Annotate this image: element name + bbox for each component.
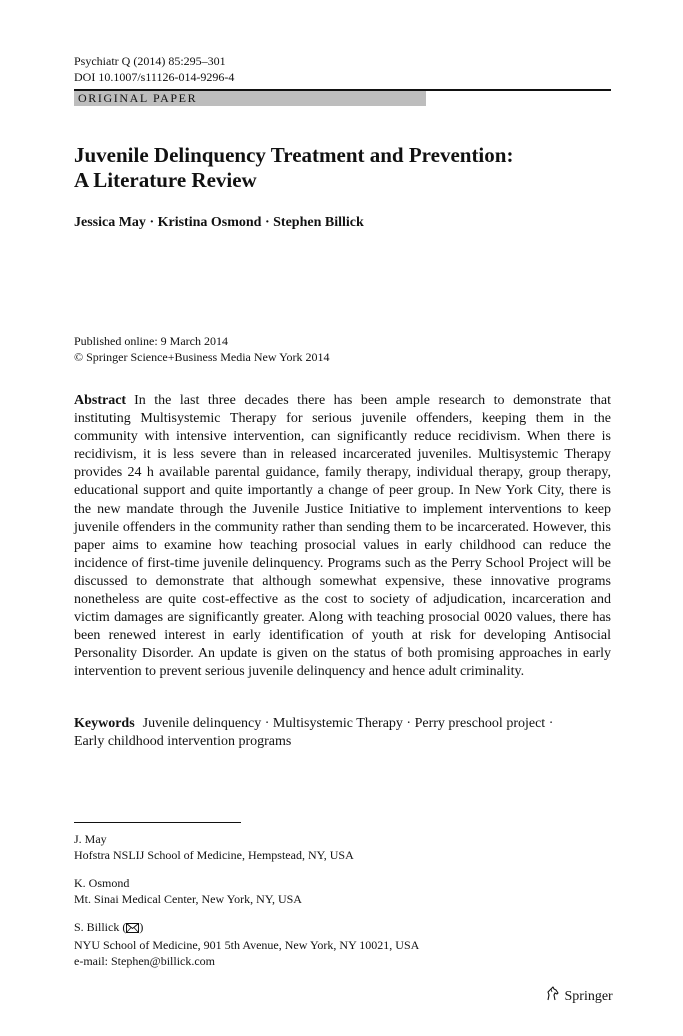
author-separator: ·: [149, 215, 155, 230]
affiliation-osmond: [74, 875, 614, 907]
author-osmond[interactable]: Kristina Osmond: [157, 215, 262, 230]
affiliation-name: K. Osmond: [74, 876, 130, 890]
keywords-text: Juvenile delinquency · Multisystemic Therapy · Perry preschool project · Early childhood intervention programs: [74, 716, 554, 749]
affiliation-name: S. Billick: [74, 920, 120, 934]
affiliation-institution: NYU School of Medicine, 901 5th Avenue, New York, NY 10021, USA: [74, 938, 420, 952]
published-date: Published online: 9 March 2014: [74, 334, 228, 348]
abstract-label: Abstract: [74, 393, 127, 408]
footnote-rule: [74, 822, 241, 823]
journal-header: [74, 53, 614, 85]
affiliation-may: [74, 831, 614, 863]
affiliation-name-row: S. Billick ( ): [74, 919, 614, 937]
springer-horse-icon: [545, 986, 561, 1008]
keywords: [74, 715, 574, 751]
author-billick[interactable]: Stephen Billick: [273, 215, 364, 230]
contact-email[interactable]: e-mail: Stephen@billick.com: [74, 954, 216, 968]
journal-citation: Psychiatr Q (2014) 85:295–301: [74, 54, 226, 68]
affiliation-institution: Hofstra NSLIJ School of Medicine, Hempstead, NY, USA: [74, 848, 354, 862]
title-line-2: A Literature Review: [74, 168, 257, 192]
keywords-label: Keywords: [74, 716, 135, 731]
affiliation-billick: [74, 919, 614, 969]
doi: DOI 10.1007/s11126-014-9296-4: [74, 70, 235, 84]
abstract-text: In the last three decades there has been ample research to demonstrate that instituting Multisystemic Therapy for serious juvenile offenders, keeping them in the community with intensive intervention, can significantly reduce recidivism. When there is recidivism, it is less severe than in released incarcerated juveniles. Multisystemic Therapy provides 24 h available parental guidance, family therapy, individual therapy, group therapy, educational support and quite importantly a change of peer group. In New York City, there is the new mandate through the Juvenile Justice Initiative to implement interventions to keep juvenile offenders in the community rather than sending them to be incarcerated. However, this paper aims to examine how teaching prosocial values in early childhood can reduce the incidence of first-time juvenile delinquency. Programs such as the Perry School Project will be discussed to demonstrate that although somewhat expensive, these innovative programs nonetheless are quite cost-effective as the cost to society of adjudication, incarceration and victim damages are significantly greater. Along with teaching prosocial 0020 values, there has been renewed interest in early identification of youth at risk for developing Antisocial Personality Disorder. An update is given on the status of both promising approaches in early intervention to prevent serious juvenile delinquency and hence adult criminality.: [74, 393, 611, 680]
envelope-icon[interactable]: [126, 921, 139, 937]
author-separator: ·: [264, 215, 270, 230]
author-list: [74, 214, 364, 232]
affiliation-institution: Mt. Sinai Medical Center, New York, NY, USA: [74, 892, 302, 906]
paper-title: [74, 143, 614, 193]
abstract: [74, 392, 611, 682]
copyright: © Springer Science+Business Media New York 2014: [74, 350, 330, 364]
paper-type-banner: ORIGINAL PAPER: [74, 91, 426, 106]
title-line-1: Juvenile Delinquency Treatment and Prevention:: [74, 143, 514, 167]
author-may[interactable]: Jessica May: [74, 215, 146, 230]
publisher-logo: [545, 986, 613, 1008]
publication-info: [74, 333, 614, 365]
affiliation-name: J. May: [74, 832, 107, 846]
publisher-name: Springer: [564, 989, 613, 1004]
